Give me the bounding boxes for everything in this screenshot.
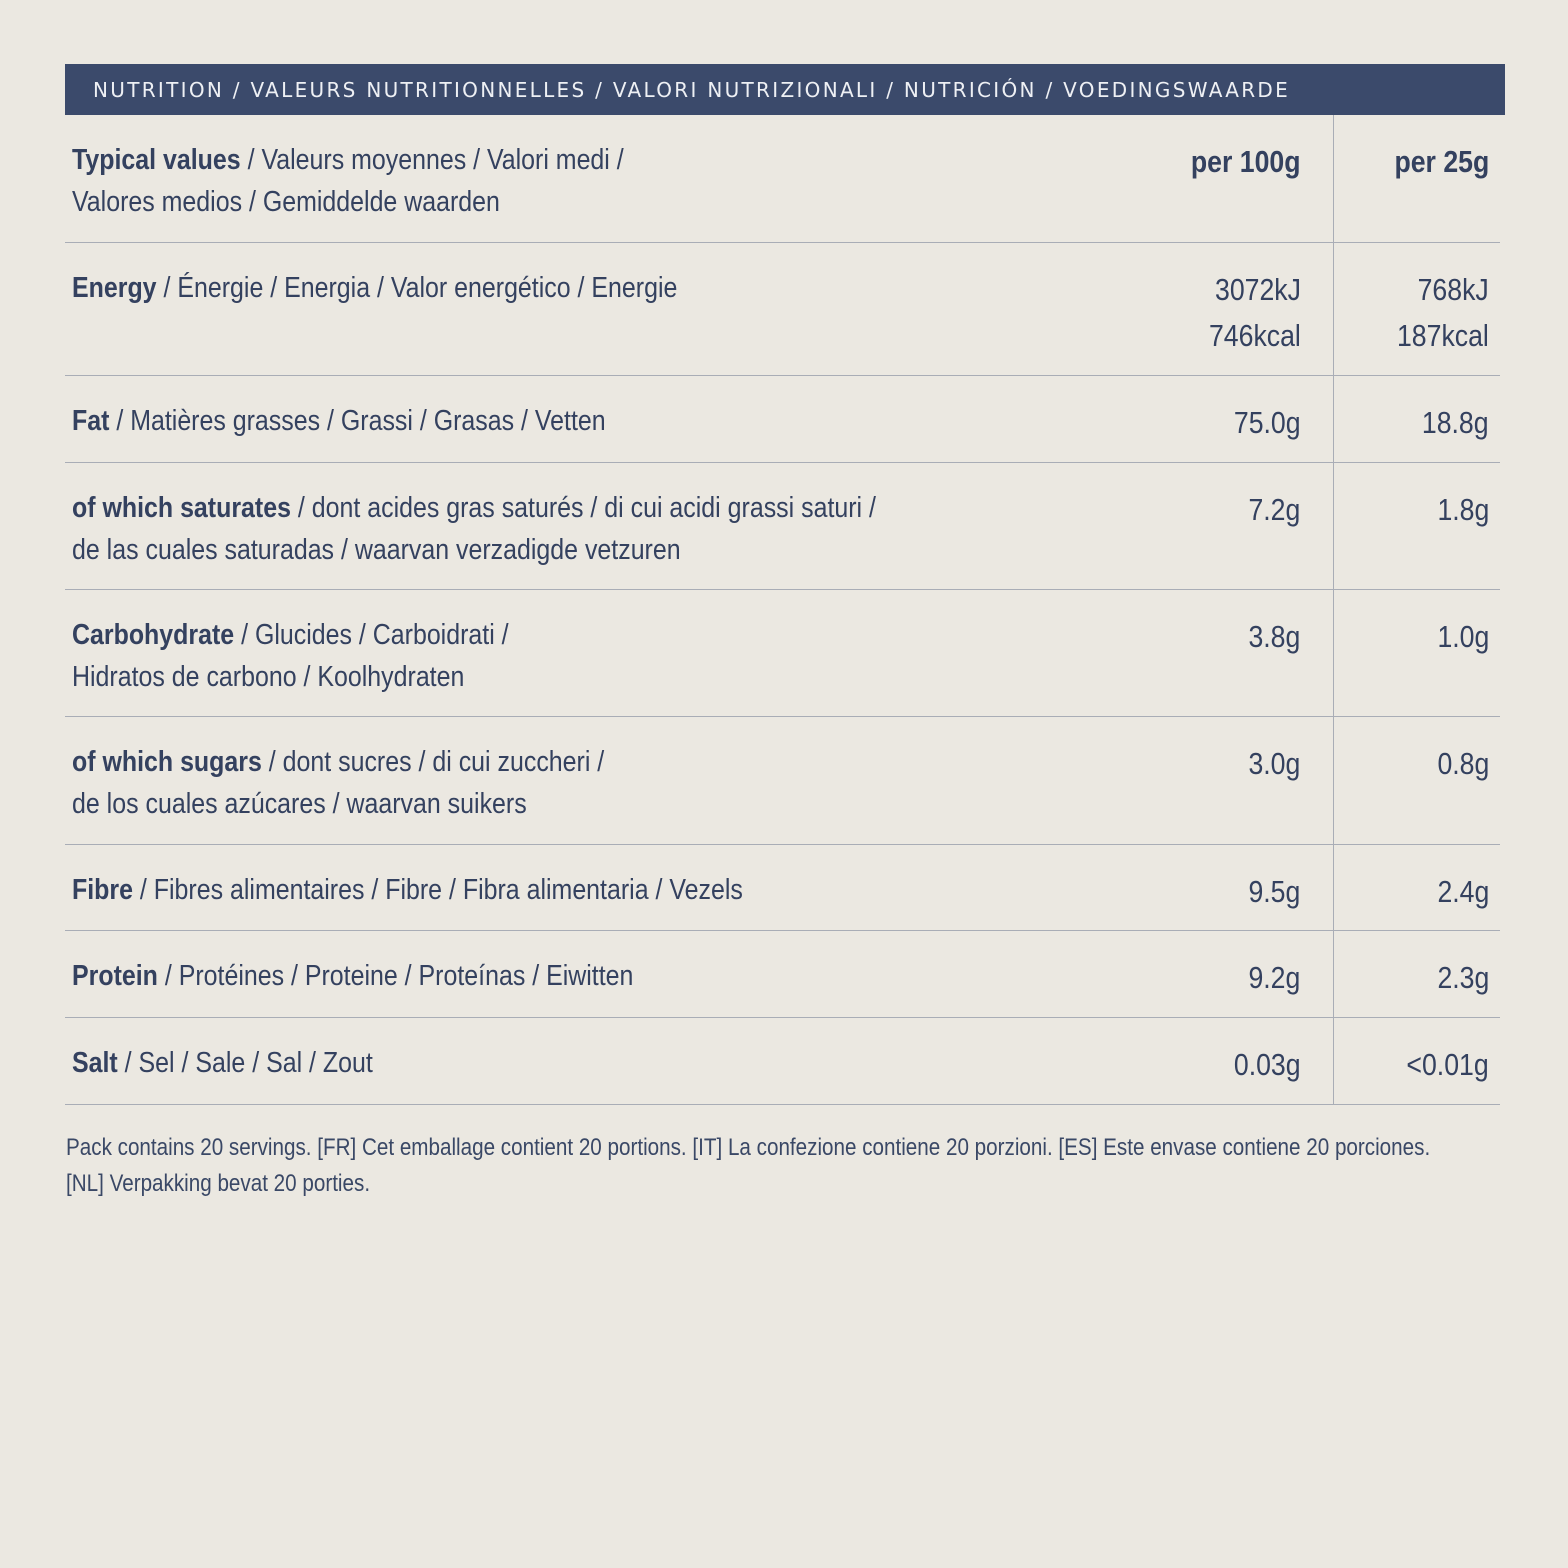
value-per-100g: 3.0g <box>1124 717 1334 844</box>
value-per-25g: 2.4g <box>1437 874 1489 909</box>
value-per-25g: 768kJ 187kcal <box>1397 272 1489 353</box>
value-per-100g: 9.2g <box>1124 931 1334 1017</box>
value-per-100g: 0.03g <box>1124 1018 1334 1104</box>
footnote-line-2: [NL] Verpakking bevat 20 porties. <box>66 1170 371 1197</box>
row-label: of which saturates / dont acides gras saturés / di cui acidi grassi saturi / de las cuales saturadas / waarvan verzadigde vetzuren <box>72 492 876 566</box>
row-label: Salt / Sel / Sale / Sal / Zout <box>72 1047 373 1079</box>
header-per-25g: per 25g <box>1394 144 1489 179</box>
value-per-25g: 2.3g <box>1437 960 1489 995</box>
value-per-25g: 0.8g <box>1437 746 1489 781</box>
nutrition-banner: NUTRITION / VALEURS NUTRITIONNELLES / VALORI NUTRIZIONALI / NUTRICIÓN / VOEDINGSWAARDE <box>65 64 1505 115</box>
table-row-fibre <box>65 845 1500 931</box>
footnote-line-1: Pack contains 20 servings. [FR] Cet emballage contient 20 portions. [IT] La confezione contiene 20 porzioni. [ES] Este envase contiene 20 porciones. <box>66 1134 1431 1161</box>
row-label: Energy / Énergie / Energia / Valor energético / Energie <box>72 272 678 304</box>
table-row-saturates <box>65 463 1500 590</box>
row-label: of which sugars / dont sucres / di cui zuccheri / de los cuales azúcares / waarvan suikers <box>72 746 605 820</box>
header-label-bold: Typical values <box>72 144 241 176</box>
table-row-carbohydrate <box>65 590 1500 717</box>
value-per-100g: 3.8g <box>1124 590 1334 716</box>
nutrition-panel <box>65 64 1505 1105</box>
table-row-protein <box>65 931 1500 1018</box>
value-per-25g: 1.8g <box>1437 492 1489 527</box>
header-label-line2: Valores medios / Gemiddelde waarden <box>72 186 500 218</box>
value-per-100g: 7.2g <box>1124 463 1334 589</box>
value-per-25g: 1.0g <box>1437 619 1489 654</box>
table-row-sugars <box>65 717 1500 845</box>
table-row-salt <box>65 1018 1500 1105</box>
table-header-row <box>65 115 1500 243</box>
header-label <box>65 115 1124 242</box>
row-label: Protein / Protéines / Proteine / Proteínas / Eiwitten <box>72 960 634 992</box>
value-per-100g: 3072kJ 746kcal <box>1124 243 1334 375</box>
value-per-25g: <0.01g <box>1406 1047 1489 1082</box>
row-label: Carbohydrate / Glucides / Carboidrati / Hidratos de carbono / Koolhydraten <box>72 619 509 693</box>
header-per-100g: per 100g <box>1124 115 1334 242</box>
value-per-100g: 75.0g <box>1124 376 1334 462</box>
row-label: Fat / Matières grasses / Grassi / Grasas / Vetten <box>72 405 606 437</box>
value-per-100g: 9.5g <box>1124 845 1334 930</box>
header-label-rest: / Valeurs moyennes / Valori medi / <box>240 144 624 176</box>
value-per-25g: 18.8g <box>1422 405 1489 440</box>
row-label: Fibre / Fibres alimentaires / Fibre / Fibra alimentaria / Vezels <box>72 874 743 906</box>
table-row-energy <box>65 243 1500 376</box>
nutrition-table <box>65 115 1500 1105</box>
servings-footnote <box>66 1130 1568 1202</box>
table-row-fat <box>65 376 1500 463</box>
